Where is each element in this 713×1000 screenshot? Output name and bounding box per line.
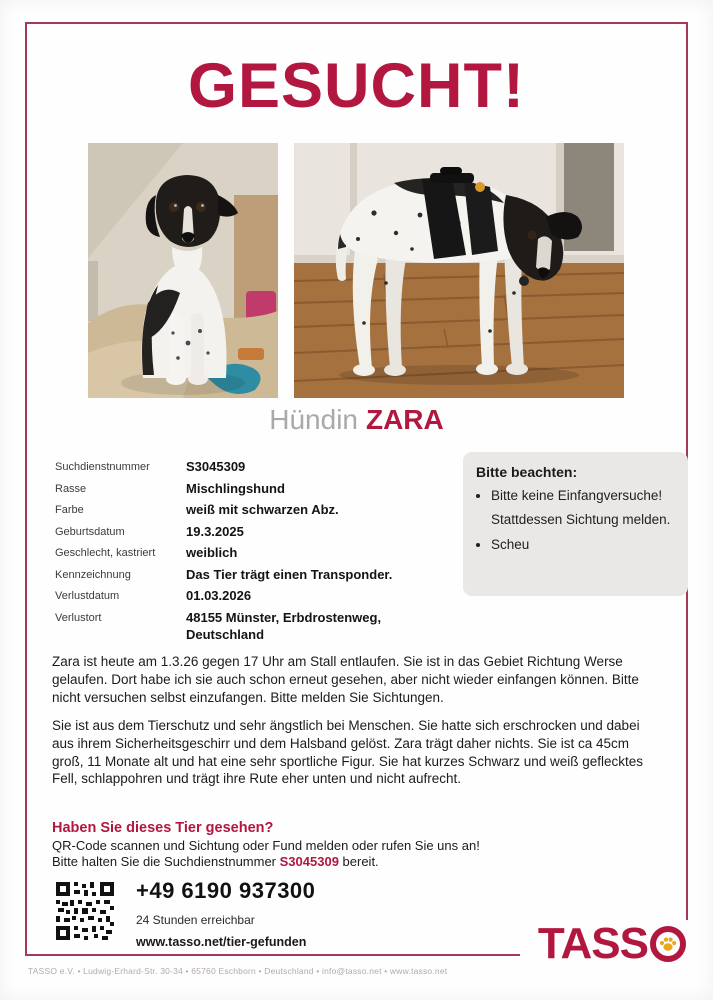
pet-photo-sitting	[88, 143, 278, 398]
detail-value: Mischlingshund	[186, 480, 285, 496]
detail-value: weiß mit schwarzen Abz.	[186, 502, 339, 517]
phone-number: +49 6190 937300	[136, 878, 316, 903]
detail-label: Geburtsdatum	[55, 525, 125, 538]
cta-line-2-suffix: bereit.	[338, 854, 379, 870]
detail-label: Geschlecht, kastriert	[55, 547, 156, 559]
detail-value: Das Tier trägt einen Transponder.	[186, 566, 393, 582]
table-row	[55, 587, 455, 609]
table-row	[55, 544, 455, 566]
dog-standing-illustration	[294, 143, 624, 398]
detail-value: 19.3.2025	[186, 523, 244, 539]
description-paragraph-1: Zara ist heute am 1.3.26 gegen 17 Uhr am Stall entlaufen. Sie ist in das Gebiet Richtung Werse gelaufen. Dort habe ich sie auch schon erneut gesehen, aber nicht wieder einfangen können. Bitte nicht versuchen selbst einzufangen. Bitte melden Sie Sichtungen.	[52, 654, 639, 705]
pet-photo-standing	[294, 143, 624, 398]
cta-line-2	[52, 854, 644, 870]
cta-line-2-prefix: Bitte halten Sie die Suchdienstnummer	[52, 854, 280, 870]
table-row	[55, 458, 455, 480]
detail-value: weiblich	[186, 545, 238, 560]
search-number: S3045309	[279, 854, 339, 870]
table-row	[55, 480, 455, 502]
table-row	[55, 609, 455, 644]
pet-details-table	[55, 458, 455, 644]
tasso-logo-ring	[650, 926, 686, 962]
contact-text	[136, 878, 315, 949]
qr-code-icon	[56, 882, 114, 940]
detail-label: Verlustdatum	[55, 590, 120, 602]
pet-photos	[0, 143, 713, 398]
table-row	[55, 566, 455, 588]
detail-label: Rasse	[55, 482, 87, 495]
tasso-logo	[520, 920, 690, 968]
footer-contact-line: TASSO e.V. • Ludwig-Erhard-Str. 30-34 • 65760 Eschborn • Deutschland • info@tasso.net • www.tasso.net	[28, 966, 448, 976]
tasso-logo-text: TASS	[537, 919, 648, 968]
pet-name: ZARA	[365, 404, 444, 435]
detail-label: Farbe	[55, 504, 84, 516]
pet-subtitle	[0, 404, 713, 436]
detail-value: S3045309	[186, 459, 246, 474]
detail-label: Kennzeichnung	[55, 568, 131, 581]
table-row	[55, 523, 455, 545]
report-url: www.tasso.net/tier-gefunden	[136, 935, 307, 949]
call-to-action	[52, 820, 644, 871]
pet-type-label: Hündin	[269, 404, 358, 435]
table-row	[55, 501, 455, 523]
detail-value: 48155 Münster, Erbdrostenweg, Deutschland	[186, 609, 382, 643]
cta-heading: Haben Sie dieses Tier gesehen?	[52, 820, 274, 836]
cta-line-1: QR-Code scannen und Sichtung oder Fund melden oder rufen Sie uns an!	[52, 838, 480, 853]
notice-item: • Scheu	[491, 533, 675, 557]
detail-label: Suchdienstnummer	[55, 461, 150, 473]
notice-item: • Bitte keine Einfangversuche! Stattdessen Sichtung melden.	[491, 484, 675, 533]
notice-box	[463, 452, 688, 596]
detail-label: Verlustort	[55, 611, 102, 624]
contact-block	[56, 878, 315, 949]
notice-list	[476, 484, 675, 557]
notice-title: Bitte beachten:	[476, 464, 578, 480]
availability-text: 24 Stunden erreichbar	[136, 913, 255, 927]
paw-icon	[658, 934, 678, 954]
dog-sitting-illustration	[88, 143, 278, 398]
detail-value: 01.03.2026	[186, 588, 252, 603]
description-paragraph-2: Sie ist aus dem Tierschutz und sehr ängstlich bei Menschen. Sie hatte sich erschrocken und dabei aus ihrem Sicherheitsgeschirr und dem Halsband gelöst. Zara trägt daher nichts. Sie ist ca 45cm groß, 11 Monate alt und hat eine sehr sportliche Figur. Sie hat kurzes Schwarz und weiß geflecktes Fell, schlappohren und trägt ihre Rute eher unten und nicht aufrecht.	[52, 718, 644, 787]
poster-title: GESUCHT!	[188, 51, 525, 121]
